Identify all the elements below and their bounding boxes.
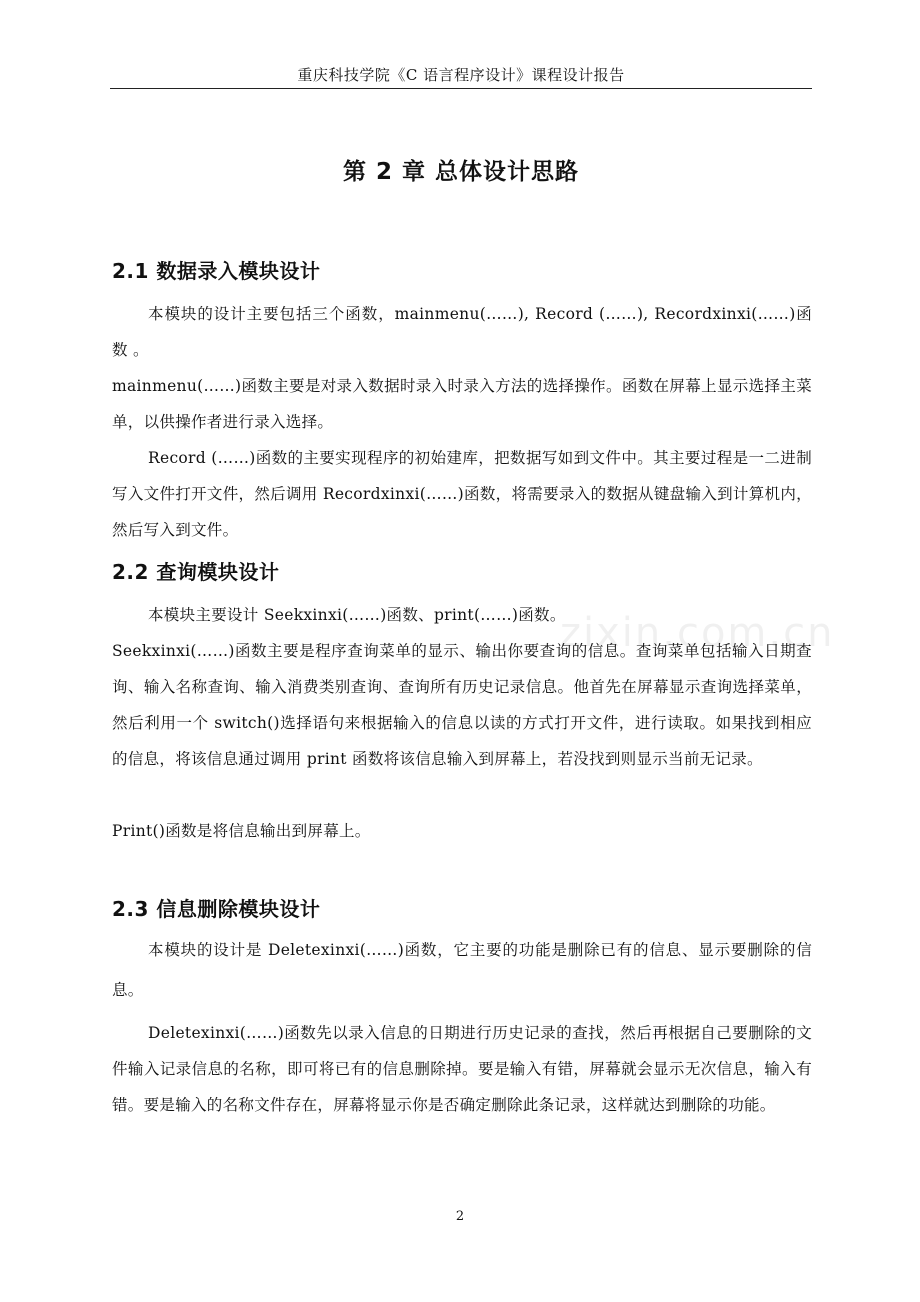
watermark: zixin.com.cn xyxy=(560,610,835,656)
paragraph: mainmenu(……)函数主要是对录入数据时录入时录入方法的选择操作。函数在屏幕上显示选择主菜单，以供操作者进行录入选择。 xyxy=(112,377,812,431)
paragraph: 本模块的设计主要包括三个函数，mainmenu(……), Record (……), Recordxinxi(……)函数 。 xyxy=(112,305,812,359)
section-heading-2-1: 2.1 数据录入模块设计 xyxy=(112,259,321,283)
header-rule xyxy=(110,88,812,89)
paragraph: Deletexinxi(……)函数先以录入信息的日期进行历史记录的查找，然后再根据自己要删除的文件输入记录信息的名称，即可将已有的信息删除掉。要是输入有错，屏幕就会显示无次信息，输入有错。要是输入的名称文件存在，屏幕将显示你是否确定删除此条记录，这样就达到删除的功能。 xyxy=(112,1024,812,1114)
paragraph: 本模块主要设计 Seekxinxi(……)函数、print(……)函数。 xyxy=(148,606,566,624)
chapter-title: 第 2 章 总体设计思路 xyxy=(342,159,580,185)
running-header: 重庆科技学院《C 语言程序设计》课程设计报告 xyxy=(297,66,625,84)
section-heading-2-3: 2.3 信息删除模块设计 xyxy=(112,897,321,921)
section-heading-2-2: 2.2 查询模块设计 xyxy=(112,560,280,584)
paragraph: 本模块的设计是 Deletexinxi(……)函数，它主要的功能是删除已有的信息、显示要删除的信息。 xyxy=(112,941,812,999)
paragraph: Print()函数是将信息输出到屏幕上。 xyxy=(112,822,371,840)
page-number: 2 xyxy=(455,1209,465,1224)
paragraph: Record (……)函数的主要实现程序的初始建库，把数据写如到文件中。其主要过程是一二进制写入文件打开文件，然后调用 Recordxinxi(……)函数，将需要录入的数据从键盘输入到计算机内，然后写入到文件。 xyxy=(112,449,812,539)
paragraph: Seekxinxi(……)函数主要是程序查询菜单的显示、输出你要查询的信息。查询菜单包括输入日期查询、输入名称查询、输入消费类别查询、查询所有历史记录信息。他首先在屏幕显示查询选择菜单，然后利用一个 switch()选择语句来根据输入的信息以读的方式打开文件，进行读取。如果找到相应的信息，将该信息通过调用 print 函数将该信息输入到屏幕上，若没找到则显示当前无记录。 xyxy=(112,642,812,768)
